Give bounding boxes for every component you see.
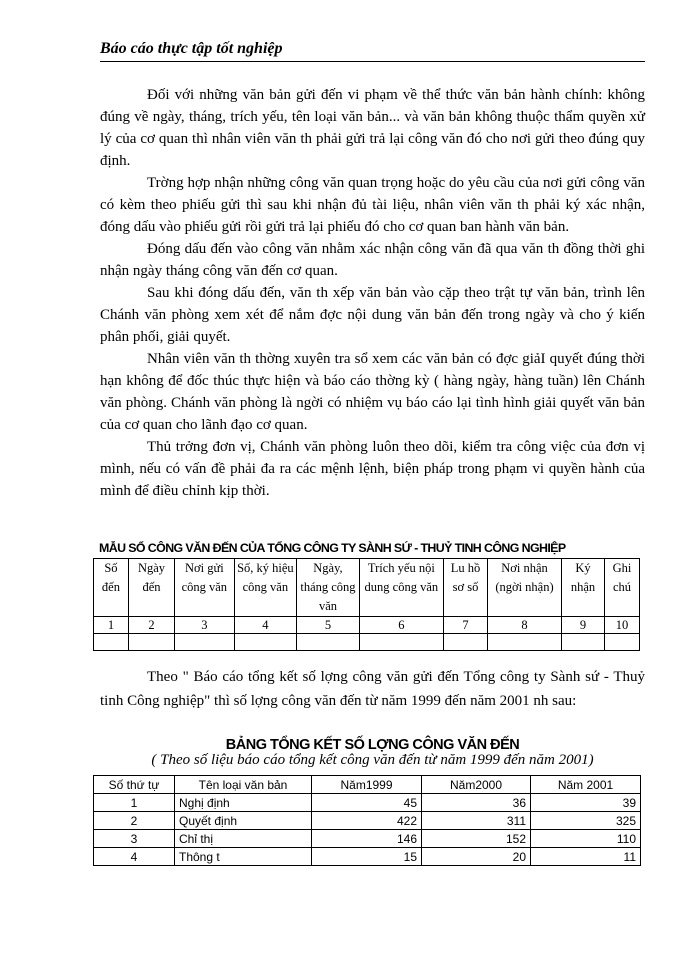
- value-cell: 45: [312, 794, 422, 812]
- summary-table: [93, 775, 641, 866]
- register-header-cell: Nơi nhận (ngời nhận): [488, 559, 562, 617]
- empty-cell: [359, 634, 443, 651]
- value-cell: 11: [531, 848, 641, 866]
- paragraph: Nhân viên văn th thờng xuyên tra sổ xem các văn bản có đợc giảI quyết đúng thời hạn không để đốc thúc thực hiện và báo cáo thờng kỳ ( hàng ngày, hàng tuần) lên Chánh văn phòng. Chánh văn phòng là ngời có nhiệm vụ báo cáo lại tình hình giải quyết văn bản của cơ quan cho lãnh đạo cơ quan.: [100, 351, 645, 433]
- summary-intro: [100, 665, 645, 713]
- empty-cell: [488, 634, 562, 651]
- summary-table-title: BẢNG TỔNG KẾT SỐ LỢNG CÔNG VĂN ĐẾN: [225, 737, 520, 753]
- register-header-cell: Ngày, tháng công văn: [297, 559, 360, 617]
- value-cell: 325: [531, 812, 641, 830]
- value-cell: 15: [312, 848, 422, 866]
- stt-cell: 1: [94, 794, 175, 812]
- summary-header-row: [94, 776, 641, 794]
- empty-cell: [561, 634, 604, 651]
- value-cell: 36: [422, 794, 531, 812]
- register-header-row: [94, 559, 640, 617]
- table-row: [94, 794, 641, 812]
- register-table-title: MẪU SỔ CÔNG VĂN ĐẾN CỦA TỔNG CÔNG TY SÀNH SỨ - THUỶ TINH CÔNG NGHIỆP: [99, 541, 566, 555]
- body-text: [100, 84, 645, 502]
- register-number-cell: 6: [359, 617, 443, 634]
- register-number-row: [94, 617, 640, 634]
- value-cell: 152: [422, 830, 531, 848]
- register-header-cell: Số đến: [94, 559, 129, 617]
- summary-header-cell: Năm 2001: [531, 776, 641, 794]
- paragraph: Sau khi đóng dấu đến, văn th xếp văn bản vào cặp theo trật tự văn bản, trình lên Chánh văn phòng xem xét để nắm đợc nội dung văn bản đến trong ngày và cho ý kiến phân phối, giải quyết.: [100, 285, 645, 345]
- register-number-cell: 9: [561, 617, 604, 634]
- summary-table-subtitle: ( Theo số liệu báo cáo tổng kết công văn đến từ năm 1999 đến năm 2001): [151, 752, 594, 768]
- empty-cell: [443, 634, 487, 651]
- register-number-cell: 7: [443, 617, 487, 634]
- stt-cell: 4: [94, 848, 175, 866]
- register-empty-row: [94, 634, 640, 651]
- empty-cell: [234, 634, 297, 651]
- register-header-cell: Ngày đến: [128, 559, 174, 617]
- empty-cell: [128, 634, 174, 651]
- register-header-cell: Nơi gửi công văn: [175, 559, 235, 617]
- name-cell: Thông t: [175, 848, 312, 866]
- register-header-cell: Ghi chú: [605, 559, 640, 617]
- register-number-cell: 8: [488, 617, 562, 634]
- stt-cell: 2: [94, 812, 175, 830]
- page-header: Báo cáo thực tập tốt nghiệp: [100, 40, 645, 62]
- paragraph: Theo " Báo cáo tổng kết số lợng công văn gửi đến Tổng công ty Sành sứ - Thuỷ tinh Công nghiệp" thì số lợng công văn đến từ năm 1999 đến năm 2001 nh sau:: [100, 669, 645, 709]
- register-number-cell: 2: [128, 617, 174, 634]
- paragraph: Trờng hợp nhận những công văn quan trọng hoặc do yêu cầu của nơi gửi công văn có kèm theo phiếu gửi thì sau khi nhận đủ tài liệu, nhân viên văn th phải ký xác nhận, đóng dấu vào phiếu gửi rồi gửi trả lại phiếu đó cho cơ quan ban hành văn bản.: [100, 175, 645, 235]
- name-cell: Chỉ thị: [175, 830, 312, 848]
- register-number-cell: 5: [297, 617, 360, 634]
- value-cell: 110: [531, 830, 641, 848]
- summary-header-cell: Số thứ tự: [94, 776, 175, 794]
- summary-header-cell: Năm2000: [422, 776, 531, 794]
- summary-header-cell: Năm1999: [312, 776, 422, 794]
- register-header-cell: Số, ký hiệu công văn: [234, 559, 297, 617]
- empty-cell: [94, 634, 129, 651]
- register-header-cell: Lu hồ sơ số: [443, 559, 487, 617]
- value-cell: 39: [531, 794, 641, 812]
- register-number-cell: 4: [234, 617, 297, 634]
- value-cell: 422: [312, 812, 422, 830]
- value-cell: 146: [312, 830, 422, 848]
- register-number-cell: 1: [94, 617, 129, 634]
- register-header-cell: Ký nhận: [561, 559, 604, 617]
- table-row: [94, 848, 641, 866]
- name-cell: Nghị định: [175, 794, 312, 812]
- register-number-cell: 3: [175, 617, 235, 634]
- value-cell: 311: [422, 812, 531, 830]
- paragraph: Đối với những văn bản gửi đến vi phạm về thể thức văn bản hành chính: không đúng về ngày, tháng, trích yếu, tên loại văn bản... và văn bản không thuộc thẩm quyền xử lý của cơ quan thì nhân viên văn th phải gửi trả lại công văn đó cho nơi gửi theo đúng quy định.: [100, 87, 645, 169]
- empty-cell: [605, 634, 640, 651]
- name-cell: Quyết định: [175, 812, 312, 830]
- table-row: [94, 830, 641, 848]
- table-row: [94, 812, 641, 830]
- paragraph: Đóng dấu đến vào công văn nhằm xác nhận công văn đã qua văn th đồng thời ghi nhận ngày tháng công văn đến cơ quan.: [100, 241, 645, 279]
- empty-cell: [297, 634, 360, 651]
- register-number-cell: 10: [605, 617, 640, 634]
- value-cell: 20: [422, 848, 531, 866]
- stt-cell: 3: [94, 830, 175, 848]
- register-header-cell: Trích yếu nội dung công văn: [359, 559, 443, 617]
- summary-header-cell: Tên loại văn bản: [175, 776, 312, 794]
- paragraph: Thủ trởng đơn vị, Chánh văn phòng luôn theo dõi, kiểm tra công việc của đơn vị mình, nếu có vấn đề phải đa ra các mệnh lệnh, biện pháp trong phạm vi quyền hành của mình để điều chỉnh kịp thời.: [100, 439, 645, 499]
- register-table: [93, 558, 640, 651]
- empty-cell: [175, 634, 235, 651]
